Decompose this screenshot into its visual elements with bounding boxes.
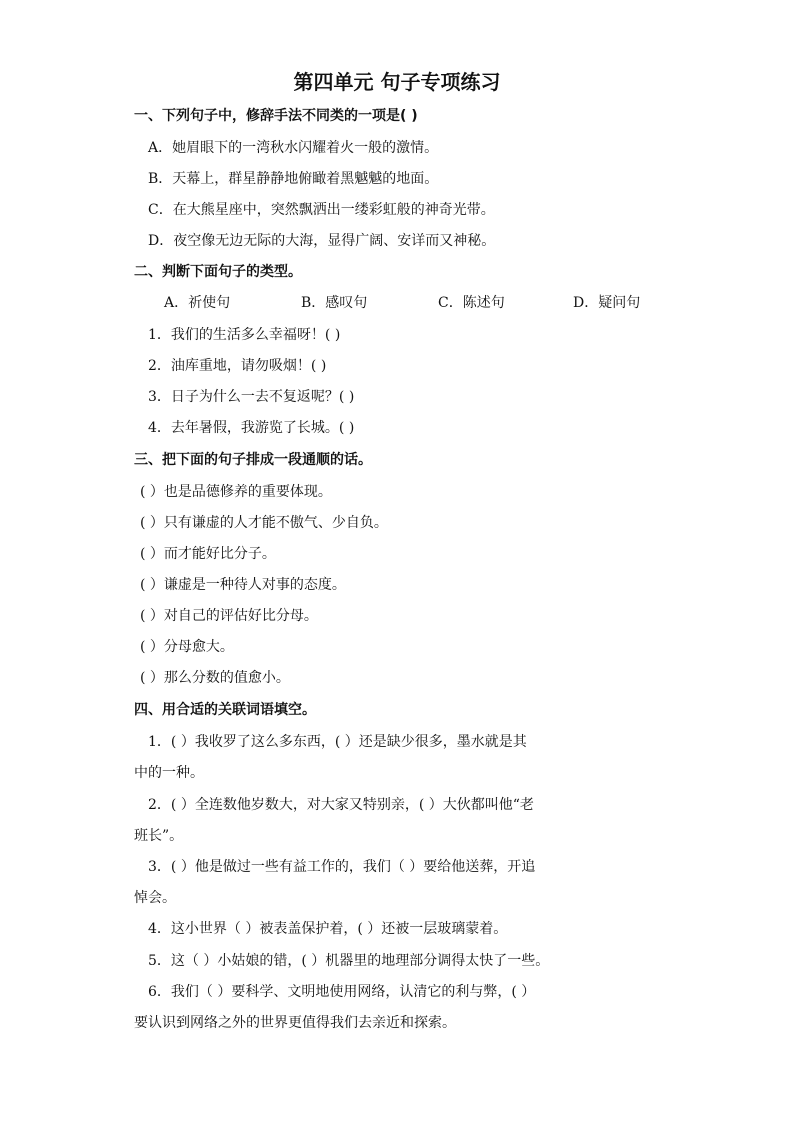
s4-item-2: 2．( ）全连数他岁数大，对大家又特别亲，( ）大伙都叫他“老 <box>148 797 534 813</box>
s2-choice-b: B．感叹句 <box>301 295 368 311</box>
s4-item-4: 4．这小世界（ ）被表盖保护着，( ）还被一层玻璃蒙着。 <box>148 921 508 937</box>
s2-item-4: 4．去年暑假，我游览了长城。( ) <box>148 420 355 436</box>
s3-item-3: ( ）而才能好比分子。 <box>140 546 276 562</box>
s4-item-1: 1．( ）我收罗了这么多东西，( ）还是缺少很多，墨水就是其 <box>148 734 527 750</box>
section-1-heading: 一、下列句子中，修辞手法不同类的一项是( ) <box>134 108 418 124</box>
s2-choice-c: C．陈述句 <box>438 295 505 311</box>
s2-choice-a: A．祈使句 <box>164 295 231 311</box>
s2-item-3: 3．日子为什么一去不复返呢？( ) <box>148 389 355 405</box>
s4-item-1-cont: 中的一种。 <box>134 765 204 781</box>
s4-item-5: 5．这（ ）小姑娘的错，( ）机器里的地理部分调得太快了一些。 <box>148 953 550 969</box>
s1-option-d: D．夜空像无边无际的大海，显得广阔、安详而又神秘。 <box>148 233 496 249</box>
s3-item-4: ( ）谦虚是一种待人对事的态度。 <box>140 577 346 593</box>
s4-item-2-cont: 班长”。 <box>134 828 184 844</box>
s3-item-7: ( ）那么分数的值愈小。 <box>140 670 290 686</box>
s1-option-b: B．天幕上，群星静静地俯瞰着黑魆魆的地面。 <box>148 171 439 187</box>
s3-item-6: ( ）分母愈大。 <box>140 639 234 655</box>
page-title: 第四单元 句子专项练习 <box>293 70 501 94</box>
s1-option-c: C．在大熊星座中，突然飘洒出一缕彩虹般的神奇光带。 <box>148 202 495 218</box>
section-2-heading: 二、判断下面句子的类型。 <box>134 264 302 280</box>
s4-item-6: 6．我们（ ）要科学、文明地使用网络，认清它的利与弊，( ） <box>148 984 536 1000</box>
s3-item-5: ( ）对自己的评估好比分母。 <box>140 608 318 624</box>
s4-item-6-cont: 要认识到网络之外的世界更值得我们去亲近和探索。 <box>134 1015 456 1031</box>
s1-option-a: A．她眉眼下的一湾秋水闪耀着火一般的激情。 <box>148 140 439 156</box>
s2-item-2: 2．油库重地，请勿吸烟！( ) <box>148 358 327 374</box>
s2-item-1: 1．我们的生活多么幸福呀！( ) <box>148 327 341 343</box>
s2-choice-d: D．疑问句 <box>573 295 641 311</box>
s3-item-1: ( ）也是品德修养的重要体现。 <box>140 484 332 500</box>
s4-item-3-cont: 悼会。 <box>134 890 176 906</box>
section-4-heading: 四、用合适的关联词语填空。 <box>134 702 316 718</box>
s4-item-3: 3．( ）他是做过一些有益工作的，我们（ ）要给他送葬，开追 <box>148 859 536 875</box>
section-3-heading: 三、把下面的句子排成一段通顺的话。 <box>134 452 372 468</box>
s3-item-2: ( ）只有谦虚的人才能不傲气、少自负。 <box>140 515 388 531</box>
